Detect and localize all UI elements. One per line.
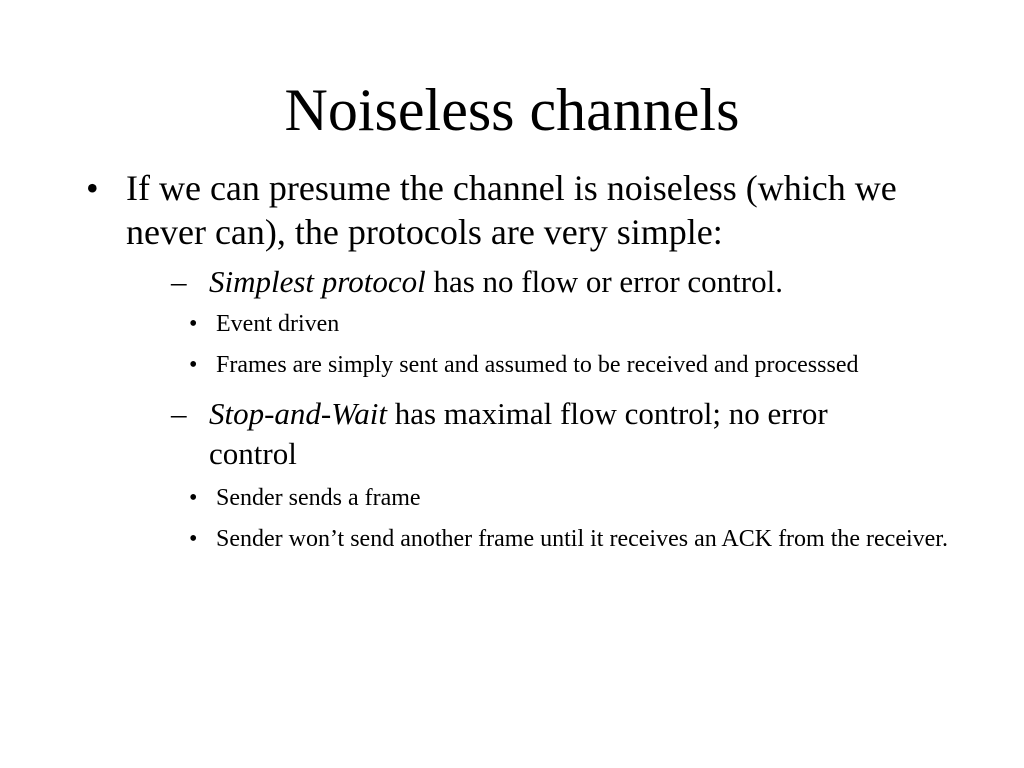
bullet-text: has maximal flow control; no error control bbox=[209, 396, 828, 471]
bullet-text: If we can presume the channel is noiseless (which we never can), the protocols are very simple: bbox=[126, 168, 897, 252]
protocol-name: Simplest protocol bbox=[209, 264, 426, 299]
bullet-level3 bbox=[189, 348, 956, 382]
bullet-marker: • bbox=[86, 168, 99, 208]
bullet-marker: • bbox=[189, 311, 198, 337]
bullet-marker: • bbox=[189, 352, 198, 378]
bullet-text: Sender won’t send another frame until it receives an ACK from the receiver. bbox=[216, 526, 948, 552]
bullet-text: has no flow or error control. bbox=[425, 264, 783, 299]
bullet-text: Event driven bbox=[216, 311, 340, 337]
bullet-level3 bbox=[189, 522, 956, 556]
slide-body bbox=[86, 166, 966, 556]
bullet-level3 bbox=[189, 481, 956, 515]
bullet-level1 bbox=[86, 166, 966, 254]
bullet-text: Frames are simply sent and assumed to be received and processsed bbox=[216, 352, 859, 378]
dash-marker: – bbox=[171, 396, 187, 431]
bullet-marker: • bbox=[189, 526, 198, 552]
bullet-level2-simplest bbox=[171, 262, 909, 302]
dash-marker: – bbox=[171, 264, 187, 299]
protocol-name: Stop-and-Wait bbox=[209, 396, 387, 431]
bullet-level3 bbox=[189, 307, 956, 341]
slide-title: Noiseless channels bbox=[284, 77, 740, 143]
bullet-marker: • bbox=[189, 485, 198, 511]
bullet-text: Sender sends a frame bbox=[216, 485, 421, 511]
bullet-level2-stopwait bbox=[171, 394, 909, 474]
